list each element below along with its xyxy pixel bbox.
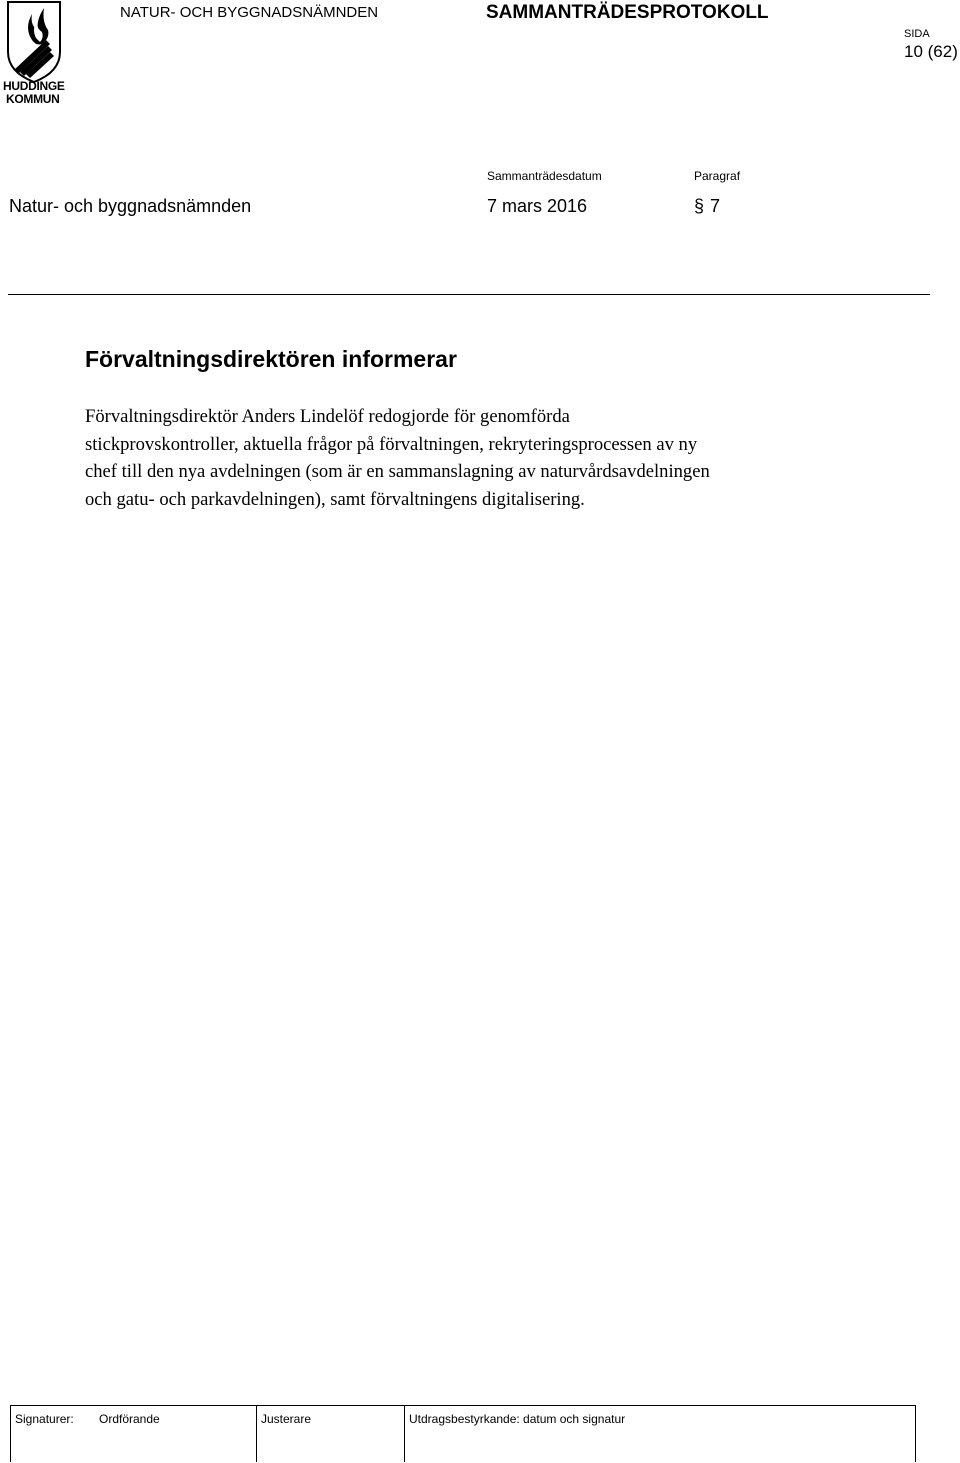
paragraph-label: Paragraf [694, 169, 741, 183]
signatures-label: Signaturer: [15, 1412, 74, 1426]
section-body [85, 403, 845, 513]
header-divider [8, 294, 930, 295]
board-name: Natur- och byggnadsnämnden [9, 196, 252, 216]
chair-label: Ordförande [99, 1412, 160, 1426]
extract-label: Utdragsbestyrkande: datum och signatur [409, 1412, 626, 1426]
meeting-date-label: Sammanträdesdatum [487, 169, 602, 183]
document-type: SAMMANTRÄDESPROTOKOLL [486, 2, 769, 23]
page-number: 10 (62) [904, 42, 958, 61]
page-label: SIDA [904, 28, 930, 40]
paragraph-sign: § [694, 196, 705, 216]
body-line: Förvaltningsdirektör Anders Lindelöf redogjorde för genomförda [85, 406, 570, 427]
adjuster-label: Justerare [261, 1412, 312, 1426]
signature-table [10, 1405, 916, 1462]
logo-text-line1: HUDDINGE [3, 79, 65, 93]
body-line: stickprovskontroller, aktuella frågor på förvaltningen, rekryteringsprocessen av ny [85, 433, 698, 455]
body-line: och gatu- och parkavdelningen), samt förvaltningens digitalisering. [85, 488, 585, 510]
body-line: chef till den nya avdelningen (som är en sammanslagning av naturvårdsavdelningen [85, 461, 710, 482]
department-name: NATUR- OCH BYGGNADSNÄMNDEN [120, 4, 379, 21]
logo-text-line2: KOMMUN [6, 92, 60, 106]
signature-divider [256, 1406, 257, 1462]
paragraph-number: 7 [710, 196, 721, 216]
meeting-date: 7 mars 2016 [487, 196, 588, 216]
section-heading: Förvaltningsdirektören informerar [85, 346, 457, 372]
signature-divider [404, 1406, 405, 1462]
